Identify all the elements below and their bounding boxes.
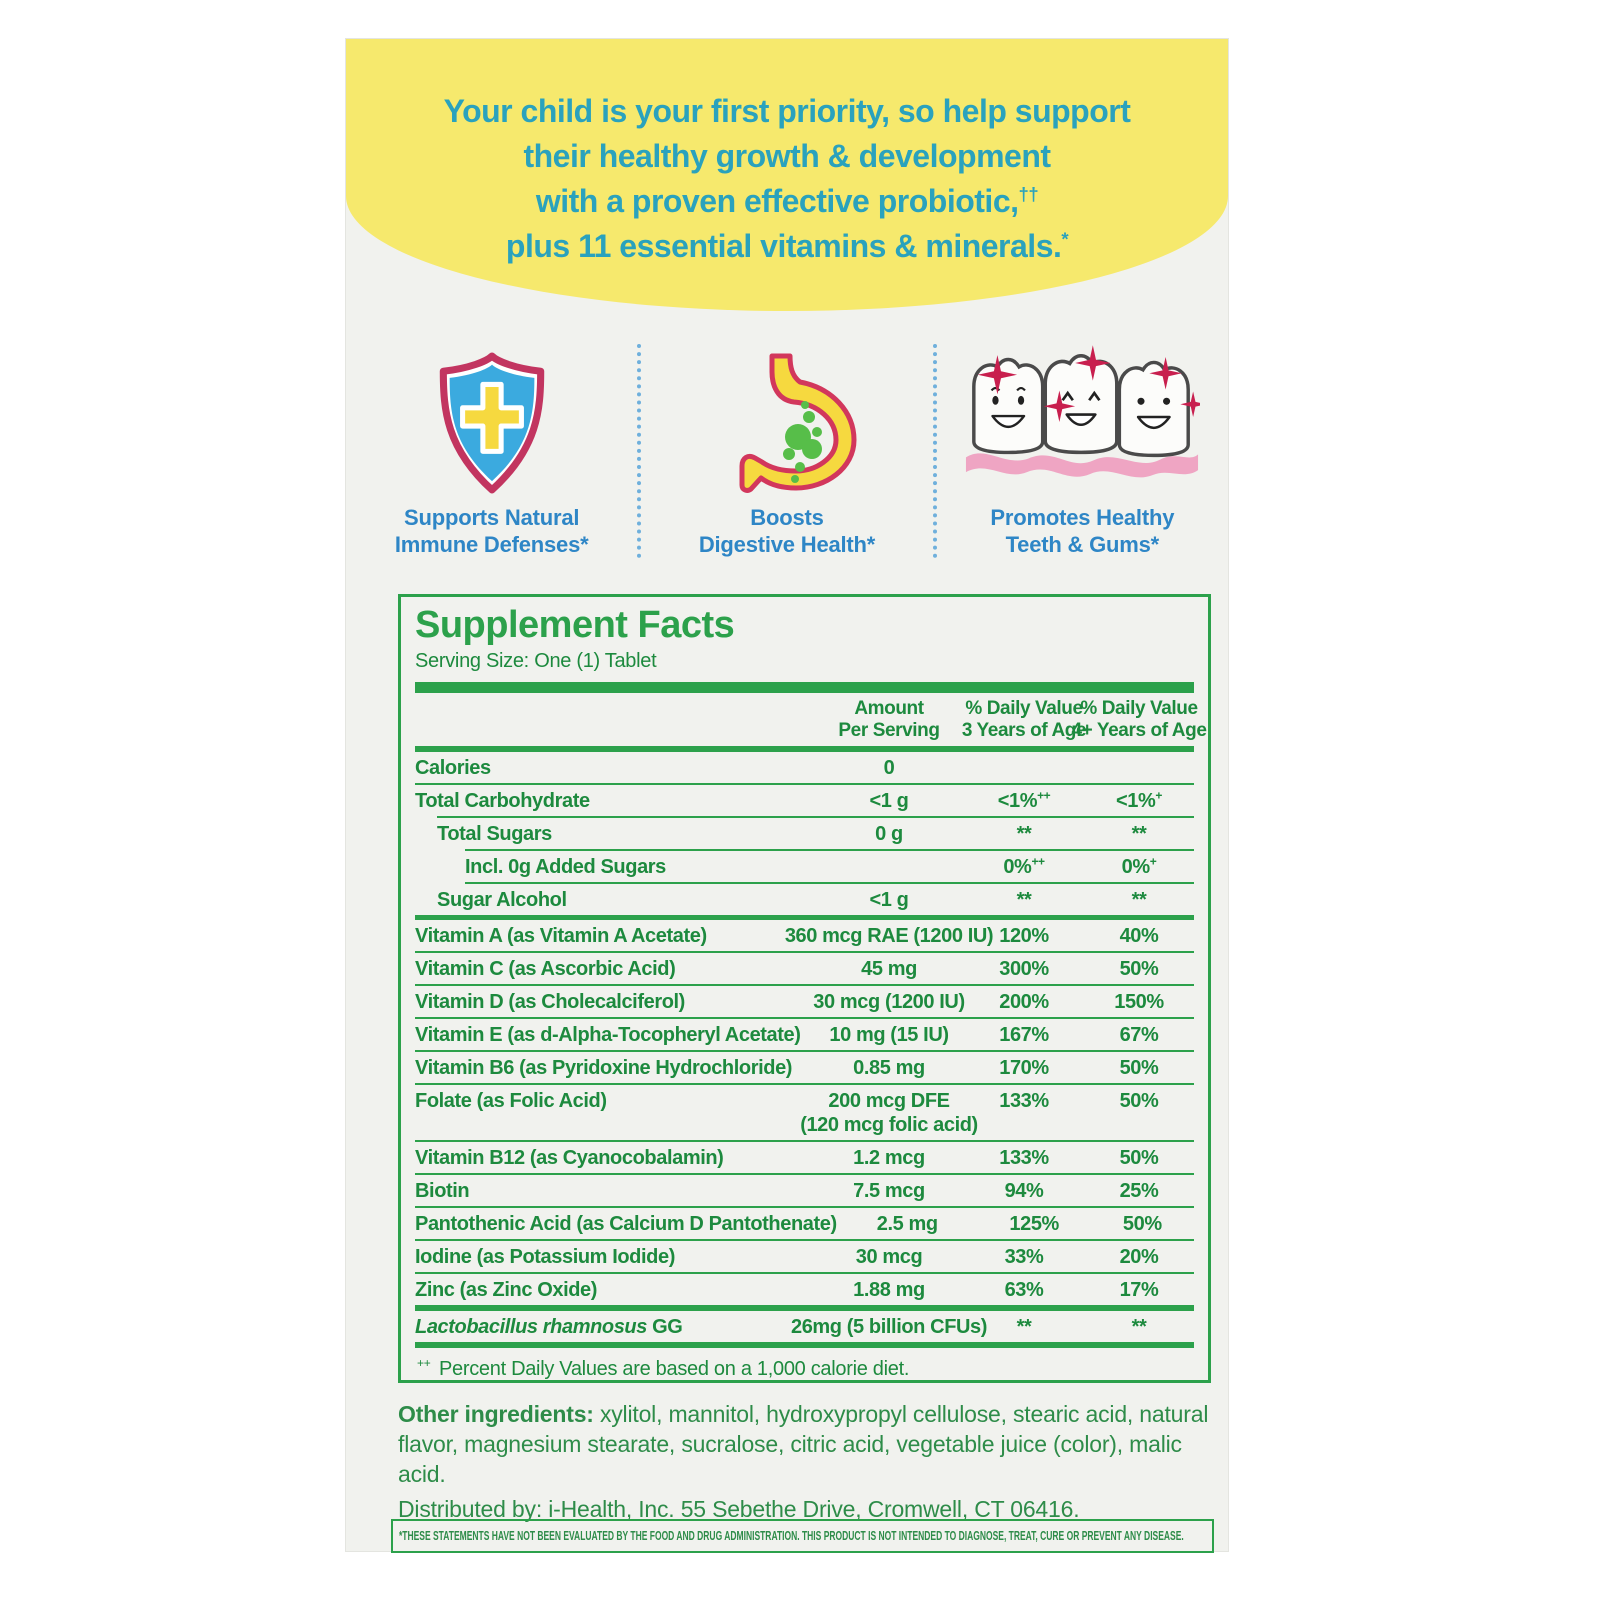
- supplement-row: Vitamin C (as Ascorbic Acid) 45 mg 300% 50%: [415, 958, 1159, 980]
- nutrient-amount: 0: [883, 757, 895, 779]
- teeth-gums-icon: [964, 343, 1200, 495]
- divider-bar: [415, 682, 1194, 693]
- supplement-row: Vitamin B6 (as Pyridoxine Hydrochloride) 0.85 mg 170% 50%: [415, 1057, 1159, 1079]
- nutrient-name: Vitamin B6 (as Pyridoxine Hydrochloride): [415, 1057, 793, 1079]
- supplement-row: Iodine (as Potassium Iodide) 30 mcg 33% 20%: [415, 1246, 1159, 1268]
- column-header-amount: Amount Per Serving: [838, 698, 940, 741]
- nutrient-name: Pantothenic Acid (as Calcium D Pantothenate): [415, 1213, 837, 1235]
- nutrient-amount: 2.5 mg: [876, 1213, 938, 1235]
- feature-caption: Promotes Healthy Teeth & Gums*: [990, 505, 1175, 557]
- row-separator: [415, 1342, 1194, 1348]
- nutrient-name: Total Sugars: [437, 823, 552, 845]
- marketing-headline: [346, 89, 1228, 269]
- nutrient-name: Folate (as Folic Acid): [415, 1090, 607, 1112]
- supplement-row: [415, 752, 1194, 783]
- supplement-footnotes: [415, 1356, 1194, 1383]
- nutrient-name: Zinc (as Zinc Oxide): [415, 1279, 598, 1301]
- fda-disclaimer-text: *THESE STATEMENTS HAVE NOT BEEN EVALUATED BY THE FOOD AND DRUG ADMINISTRATION. THIS PRODUCT IS NOT INTENDED TO DIAGNOSE, TREAT, CURE OR PREVENT ANY DISEASE.: [399, 1529, 1184, 1543]
- nutrient-name: Iodine (as Potassium Iodide): [415, 1246, 675, 1268]
- nutrient-amount: 45 mg: [861, 958, 917, 980]
- headline-line-3: with a proven effective probiotic,††: [535, 183, 1039, 219]
- serving-size: Serving Size: One (1) Tablet: [415, 650, 657, 672]
- nutrient-name: Vitamin A (as Vitamin A Acetate): [415, 925, 707, 947]
- fda-disclaimer-box: [391, 1519, 1214, 1553]
- nutrient-amount: 10 mg (15 IU): [829, 1024, 949, 1046]
- supplement-row: Zinc (as Zinc Oxide) 1.88 mg 63% 17%: [415, 1279, 1159, 1301]
- feature-benefits-row: [346, 344, 1228, 558]
- shield-cross-icon: [434, 344, 550, 495]
- supplement-row: Total Carbohydrate <1 g <1%++ <1%+: [415, 788, 1162, 812]
- supplement-row: Biotin 7.5 mcg 94% 25%: [415, 1180, 1159, 1202]
- supplement-row: Sugar Alcohol <1 g ** **: [415, 884, 1194, 915]
- headline-line-2: their healthy growth & development: [523, 138, 1051, 174]
- nutrient-name: Sugar Alcohol: [437, 889, 567, 911]
- package-back-panel: [345, 38, 1229, 1552]
- nutrient-amount: 30 mcg (1200 IU): [813, 991, 965, 1013]
- nutrient-name: Incl. 0g Added Sugars: [465, 856, 666, 878]
- supplement-row: Vitamin B12 (as Cyanocobalamin) 1.2 mcg 133% 50%: [415, 1147, 1159, 1169]
- headline-line-4: plus 11 essential vitamins & minerals.*: [505, 228, 1069, 264]
- feature-digestive: [637, 344, 932, 558]
- nutrient-amount: 1.88 mg: [853, 1279, 925, 1301]
- nutrient-name: Total Carbohydrate: [415, 790, 590, 812]
- nutrient-amount: 30 mcg: [855, 1246, 923, 1268]
- feature-caption: Boosts Digestive Health*: [698, 505, 876, 557]
- supplement-row: Incl. 0g Added Sugars 0%++ 0%+: [415, 851, 1194, 882]
- feature-immune: [346, 344, 637, 558]
- nutrient-amount: 200 mcg DFE (120 mcg folic acid): [800, 1090, 978, 1136]
- distributor-line: Distributed by: i-Health, Inc. 55 Sebethe Drive, Cromwell, CT 06416.: [398, 1496, 1080, 1522]
- nutrient-name: Vitamin D (as Cholecalciferol): [415, 991, 685, 1013]
- supplement-row: Lactobacillus rhamnosus GG 26mg (5 billion CFUs) ** **: [415, 1316, 1147, 1338]
- nutrient-amount: 7.5 mcg: [853, 1180, 925, 1202]
- supplement-row: Vitamin E (as d-Alpha-Tocopheryl Acetate) 10 mg (15 IU) 167% 67%: [415, 1024, 1159, 1046]
- other-ingredients-text: Other ingredients: xylitol, mannitol, hydroxypropyl cellulose, stearic acid, natural flavor, magnesium stearate, sucralose, citric acid, vegetable juice (color), malic acid.: [398, 1401, 1209, 1487]
- supplement-row: Folate (as Folic Acid) 200 mcg DFE (120 mcg folic acid) 133% 50%: [415, 1090, 1159, 1136]
- headline-line-1: Your child is your first priority, so help support: [443, 93, 1131, 129]
- feature-teeth: [933, 344, 1228, 558]
- nutrient-amount: 0 g: [875, 823, 903, 845]
- column-header-dv3: % Daily Value 3 Years of Age: [961, 698, 1087, 741]
- other-ingredients-section: [398, 1399, 1211, 1524]
- supplement-rows: [415, 752, 1194, 1348]
- nutrient-amount: <1 g: [869, 889, 909, 911]
- nutrient-name: Vitamin E (as d-Alpha-Tocopheryl Acetate): [415, 1024, 801, 1046]
- stomach-icon: [712, 344, 862, 495]
- nutrient-name: Biotin: [415, 1180, 470, 1202]
- supplement-row: Vitamin A (as Vitamin A Acetate) 360 mcg RAE (1200 IU) 120% 40%: [415, 925, 1159, 947]
- supplement-row: Vitamin D (as Cholecalciferol) 30 mcg (1200 IU) 200% 150%: [415, 991, 1164, 1013]
- supplement-row: Total Sugars 0 g ** **: [415, 818, 1194, 849]
- supplement-column-headers: [415, 698, 1207, 742]
- nutrient-name: Calories: [415, 757, 491, 779]
- supplement-facts-title: Supplement Facts: [415, 604, 735, 646]
- nutrient-name: Lactobacillus rhamnosus GG: [415, 1316, 683, 1338]
- nutrient-amount: 0.85 mg: [853, 1057, 925, 1079]
- supplement-row: Pantothenic Acid (as Calcium D Pantothenate) 2.5 mg 125% 50%: [415, 1213, 1162, 1235]
- column-header-dv4: % Daily Value 4+ Years of Age: [1071, 698, 1207, 741]
- nutrient-amount: 26mg (5 billion CFUs): [790, 1316, 988, 1338]
- footnote: ++ Percent Daily Values are based on a 1,000 calorie diet.: [417, 1356, 910, 1380]
- nutrient-name: Vitamin B12 (as Cyanocobalamin): [415, 1147, 724, 1169]
- hero-yellow-band: [346, 39, 1228, 311]
- nutrient-amount: <1 g: [869, 790, 909, 812]
- supplement-facts-panel: [398, 594, 1211, 1383]
- nutrient-amount: 1.2 mcg: [853, 1147, 925, 1169]
- nutrient-name: Vitamin C (as Ascorbic Acid): [415, 958, 676, 980]
- nutrient-amount: 360 mcg RAE (1200 IU): [784, 925, 994, 947]
- feature-caption: Supports Natural Immune Defenses*: [394, 505, 589, 557]
